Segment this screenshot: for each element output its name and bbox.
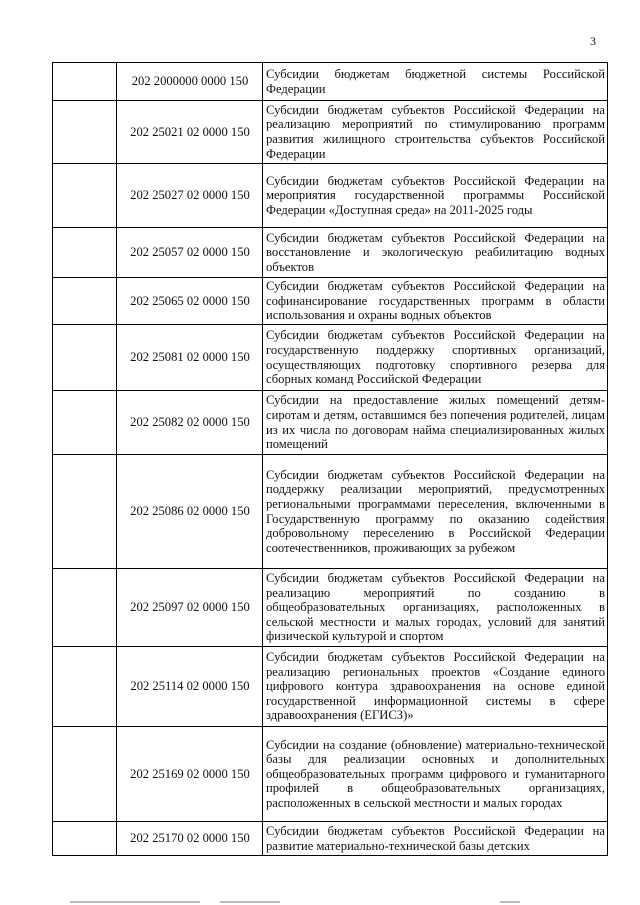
row-number-cell [53,63,117,101]
scan-artifact-line [220,901,280,903]
description-cell: Субсидии бюджетам субъектов Российской Федерации на софинансирование государственных программ в области использования и охраны водных объектов [263,278,608,325]
code-cell: 202 25114 02 0000 150 [117,647,263,727]
description-cell: Субсидии бюджетам субъектов Российской Федерации на реализацию мероприятий по стимулированию программ развития жилищного строительства субъектов Российской Федерации [263,101,608,164]
code-cell: 202 25097 02 0000 150 [117,569,263,647]
code-cell: 202 25082 02 0000 150 [117,391,263,455]
code-cell: 202 25065 02 0000 150 [117,278,263,325]
row-number-cell [53,727,117,822]
table-row [53,647,608,727]
table-row [53,822,608,856]
description-cell: Субсидии бюджетам субъектов Российской Федерации на государственную поддержку спортивных организаций, осуществляющих подготовку спортивного резерва для сборных команд Российской Федерации [263,325,608,391]
row-number-cell [53,822,117,856]
row-number-cell [53,101,117,164]
row-number-cell [53,391,117,455]
description-cell: Субсидии бюджетам субъектов Российской Федерации на реализацию региональных проектов «Создание единого цифрового контура здравоохранения на основе единой государственной информационной системы в сфере здравоохранения (ЕГИСЗ)» [263,647,608,727]
table-row [53,63,608,101]
description-cell: Субсидии бюджетам субъектов Российской Федерации на мероприятия государственной программы Российской Федерации «Доступная среда» на 2011-2025 годы [263,164,608,228]
code-cell: 202 25086 02 0000 150 [117,455,263,569]
budget-codes-table [52,62,608,856]
code-cell: 202 25170 02 0000 150 [117,822,263,856]
description-cell: Субсидии бюджетам субъектов Российской Федерации на реализацию мероприятий по созданию в общеобразовательных организациях, расположенных в сельской местности и малых городах, условий для занятий физической культурой и спортом [263,569,608,647]
table-row [53,164,608,228]
table-row [53,228,608,278]
page-number: 3 [590,34,596,48]
code-cell: 202 25169 02 0000 150 [117,727,263,822]
scan-artifact-line [500,901,520,903]
row-number-cell [53,569,117,647]
description-cell: Субсидии бюджетам субъектов Российской Федерации на восстановление и экологическую реабилитацию водных объектов [263,228,608,278]
description-cell: Субсидии бюджетам субъектов Российской Федерации на развитие материально-технической базы детских [263,822,608,856]
code-cell: 202 25027 02 0000 150 [117,164,263,228]
row-number-cell [53,455,117,569]
table-row [53,391,608,455]
code-cell: 202 25057 02 0000 150 [117,228,263,278]
code-cell: 202 2000000 0000 150 [117,63,263,101]
row-number-cell [53,228,117,278]
code-cell: 202 25021 02 0000 150 [117,101,263,164]
table-row [53,101,608,164]
row-number-cell [53,278,117,325]
description-cell: Субсидии на предоставление жилых помещений детям-сиротам и детям, оставшимся без попечения родителей, лицам из их числа по договорам найма специализированных жилых помещений [263,391,608,455]
table-row [53,325,608,391]
description-cell: Субсидии бюджетам субъектов Российской Федерации на поддержку реализации мероприятий, предусмотренных региональными программами переселения, включенными в Государственную программу по оказанию содействия добровольному переселению в Российской Федерации соотечественников, проживающих за рубежом [263,455,608,569]
table-row [53,455,608,569]
description-cell: Субсидии на создание (обновление) материально-технической базы для реализации основных и дополнительных общеобразовательных программ цифрового и гуманитарного профилей в общеобразовательных организациях, расположенных в сельской местности и малых городах [263,727,608,822]
table-row [53,278,608,325]
row-number-cell [53,325,117,391]
table-row [53,727,608,822]
row-number-cell [53,164,117,228]
scan-artifact-line [70,901,200,903]
description-cell: Субсидии бюджетам бюджетной системы Российской Федерации [263,63,608,101]
row-number-cell [53,647,117,727]
table-row [53,569,608,647]
code-cell: 202 25081 02 0000 150 [117,325,263,391]
